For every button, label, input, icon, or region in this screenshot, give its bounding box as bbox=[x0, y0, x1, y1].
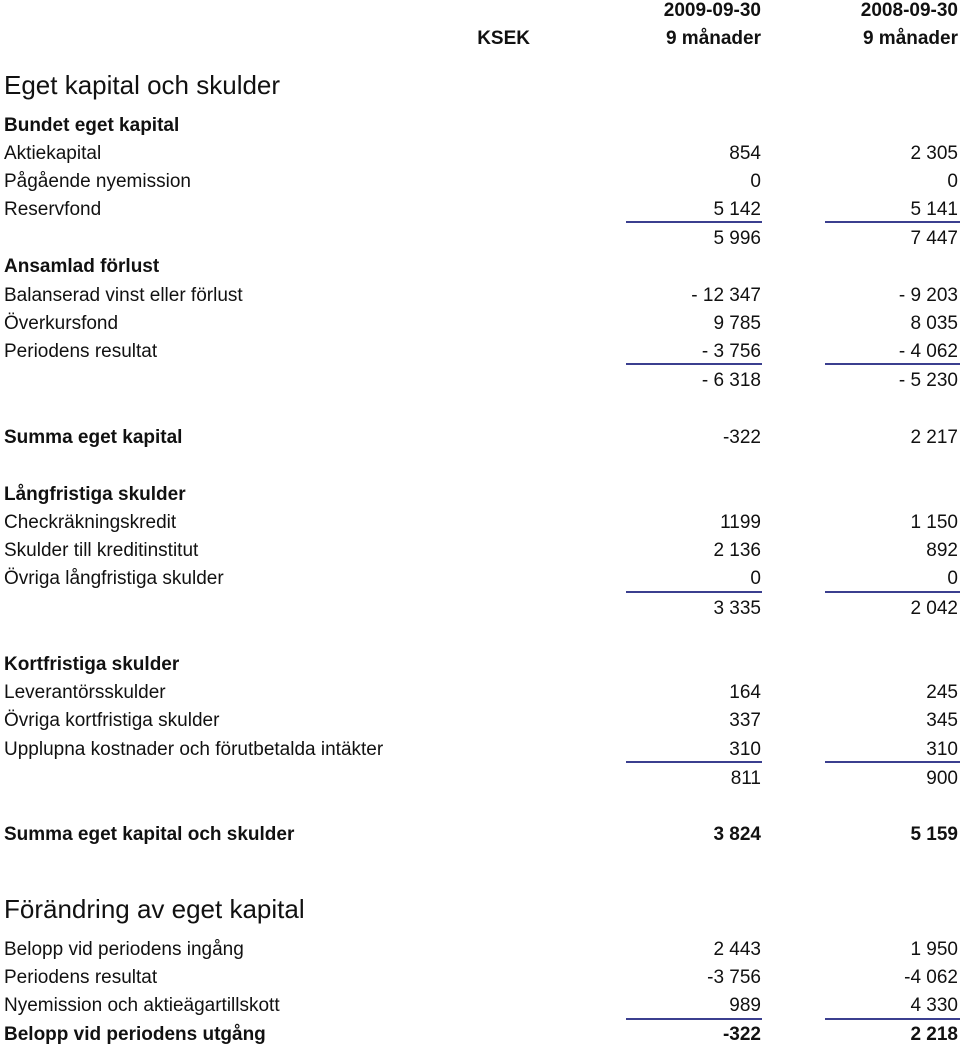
col1-subtotal: 3 335 bbox=[713, 598, 761, 619]
col1-value: 337 bbox=[729, 710, 761, 731]
row-label: Långfristiga skulder bbox=[4, 484, 186, 505]
col1-value: -3 756 bbox=[707, 967, 761, 988]
table-row bbox=[0, 282, 960, 310]
table-row bbox=[0, 310, 960, 338]
col2-period-header: 9 månader bbox=[862, 28, 958, 49]
subtotal-rule bbox=[626, 221, 762, 223]
table-row bbox=[0, 964, 960, 992]
table-row bbox=[0, 338, 960, 366]
table-row bbox=[0, 992, 960, 1020]
row-label: Aktiekapital bbox=[4, 143, 102, 164]
row-label: Summa eget kapital och skulder bbox=[4, 824, 295, 845]
row-label: Överkursfond bbox=[4, 313, 119, 334]
row-label: Periodens resultat bbox=[4, 341, 158, 362]
row-label: Bundet eget kapital bbox=[4, 115, 180, 136]
col1-value: -322 bbox=[722, 1024, 761, 1045]
col2-subtotal: 900 bbox=[926, 768, 958, 789]
col2-value: 245 bbox=[926, 682, 958, 703]
table-row bbox=[0, 736, 960, 764]
section-title-equity-changes: Förändring av eget kapital bbox=[4, 894, 305, 924]
col1-subtotal: - 6 318 bbox=[701, 370, 761, 391]
col2-subtotal: - 5 230 bbox=[898, 370, 958, 391]
col2-subtotal: 7 447 bbox=[910, 228, 958, 249]
subtotal-rule bbox=[825, 221, 960, 223]
col2-date-header: 2008-09-30 bbox=[860, 0, 958, 21]
col1-value: -322 bbox=[722, 427, 761, 448]
subtotal-rule bbox=[825, 761, 960, 763]
row-label: Övriga kortfristiga skulder bbox=[4, 710, 220, 731]
row-label: Skulder till kreditinstitut bbox=[4, 540, 199, 561]
total-row-equity bbox=[0, 424, 960, 452]
row-label: Reservfond bbox=[4, 199, 102, 220]
heading-bundet bbox=[0, 112, 960, 140]
heading-langfristiga bbox=[0, 481, 960, 509]
col2-value: -4 062 bbox=[904, 967, 958, 988]
subtotal-row bbox=[0, 765, 960, 793]
currency-label: KSEK bbox=[477, 28, 530, 49]
col2-value: 892 bbox=[926, 540, 958, 561]
col1-value: 0 bbox=[750, 171, 761, 192]
subtotal-rule bbox=[626, 363, 762, 365]
heading-ansamlad bbox=[0, 253, 960, 281]
col1-subtotal: 5 996 bbox=[713, 228, 761, 249]
col2-value: 4 330 bbox=[910, 995, 958, 1016]
row-label: Övriga långfristiga skulder bbox=[4, 568, 224, 589]
row-label: Balanserad vinst eller förlust bbox=[4, 285, 243, 306]
subtotal-rule bbox=[626, 761, 762, 763]
col2-value: 5 159 bbox=[910, 824, 958, 845]
col2-value: 2 305 bbox=[910, 143, 958, 164]
col2-value: 0 bbox=[947, 171, 958, 192]
col1-value: 0 bbox=[750, 568, 761, 589]
table-row bbox=[0, 168, 960, 196]
row-label: Checkräkningskredit bbox=[4, 512, 177, 533]
col2-value: 310 bbox=[926, 739, 958, 760]
subtotal-row bbox=[0, 367, 960, 395]
col2-value: 8 035 bbox=[910, 313, 958, 334]
row-label: Kortfristiga skulder bbox=[4, 654, 180, 675]
table-row bbox=[0, 537, 960, 565]
col2-value: 2 217 bbox=[910, 427, 958, 448]
col1-value: 310 bbox=[729, 739, 761, 760]
col1-value: 2 443 bbox=[713, 939, 761, 960]
table-row bbox=[0, 936, 960, 964]
col1-value: 854 bbox=[729, 143, 761, 164]
table-row bbox=[0, 707, 960, 735]
row-label: Pågående nyemission bbox=[4, 171, 191, 192]
col1-value: 9 785 bbox=[713, 313, 761, 334]
subtotal-rule bbox=[626, 591, 762, 593]
col1-value: 5 142 bbox=[713, 199, 761, 220]
subtotal-rule bbox=[825, 1018, 960, 1020]
table-row bbox=[0, 196, 960, 224]
row-label: Nyemission och aktieägartillskott bbox=[4, 995, 280, 1016]
table-row bbox=[0, 509, 960, 537]
col1-value: 2 136 bbox=[713, 540, 761, 561]
subtotal-rule bbox=[825, 591, 960, 593]
table-row bbox=[0, 679, 960, 707]
subtotal-rule bbox=[626, 1018, 762, 1020]
row-label: Belopp vid periodens utgång bbox=[4, 1024, 266, 1045]
col1-value: - 3 756 bbox=[701, 341, 761, 362]
subtotal-row bbox=[0, 225, 960, 253]
col1-value: 989 bbox=[729, 995, 761, 1016]
total-row-equity-liabilities bbox=[0, 821, 960, 849]
row-label: Ansamlad förlust bbox=[4, 256, 160, 277]
col1-date-header: 2009-09-30 bbox=[663, 0, 761, 21]
table-row bbox=[0, 565, 960, 593]
subtotal-rule bbox=[825, 363, 960, 365]
col2-value: 345 bbox=[926, 710, 958, 731]
col2-value: 1 150 bbox=[910, 512, 958, 533]
col2-value: - 4 062 bbox=[898, 341, 958, 362]
table-row bbox=[0, 140, 960, 168]
row-label: Belopp vid periodens ingång bbox=[4, 939, 244, 960]
col2-value: 1 950 bbox=[910, 939, 958, 960]
col1-value: - 12 347 bbox=[691, 285, 761, 306]
col2-subtotal: 2 042 bbox=[910, 598, 958, 619]
section-title-equity-liabilities: Eget kapital och skulder bbox=[4, 70, 281, 100]
row-label: Upplupna kostnader och förutbetalda intäkter bbox=[4, 739, 384, 760]
subtotal-row bbox=[0, 595, 960, 623]
col1-value: 3 824 bbox=[713, 824, 761, 845]
col1-subtotal: 811 bbox=[730, 768, 761, 789]
heading-kortfristiga bbox=[0, 651, 960, 679]
col2-value: - 9 203 bbox=[898, 285, 958, 306]
col1-value: 1199 bbox=[720, 512, 761, 533]
total-row-period-end bbox=[0, 1021, 960, 1049]
col2-value: 0 bbox=[947, 568, 958, 589]
col1-value: 164 bbox=[729, 682, 761, 703]
row-label: Leverantörsskulder bbox=[4, 682, 166, 703]
row-label: Summa eget kapital bbox=[4, 427, 183, 448]
col2-value: 5 141 bbox=[910, 199, 958, 220]
col1-period-header: 9 månader bbox=[665, 28, 761, 49]
col2-value: 2 218 bbox=[910, 1024, 958, 1045]
row-label: Periodens resultat bbox=[4, 967, 158, 988]
